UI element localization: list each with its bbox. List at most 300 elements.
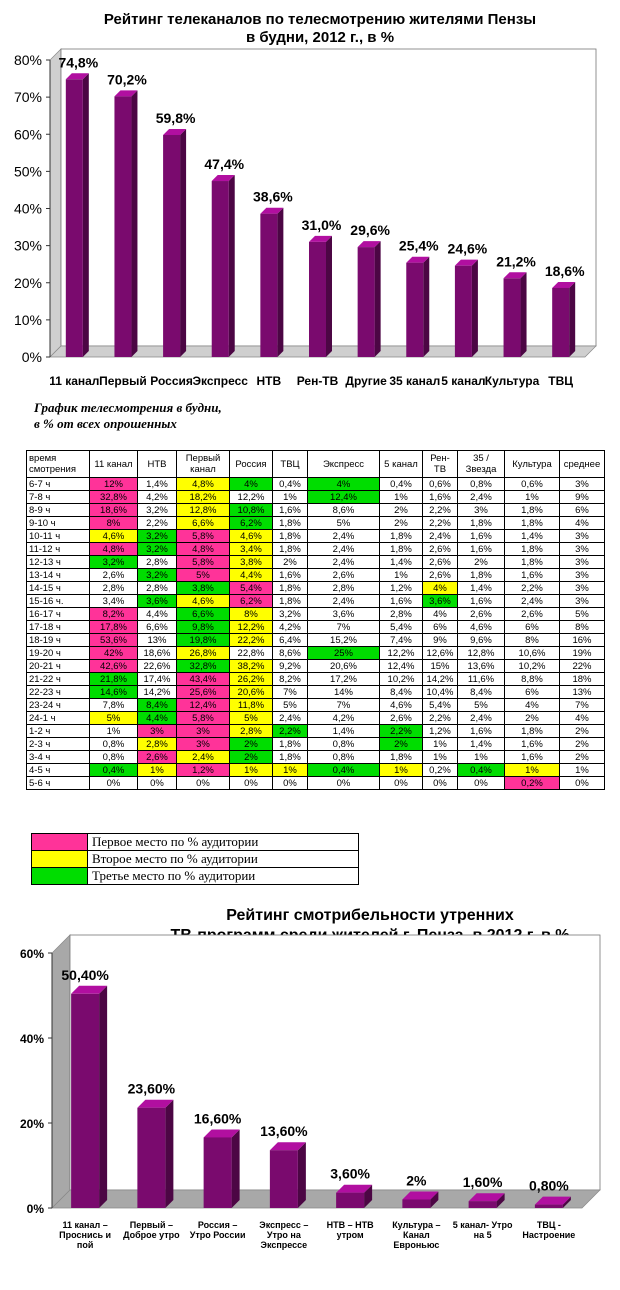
table-cell: 1,8% [273,738,308,751]
table-cell: 22% [560,660,605,673]
table-row [27,478,605,491]
bar-front [212,181,229,357]
table-cell: 0,4% [380,478,423,491]
table-cell: 0,2% [505,777,560,790]
table-cell: 1,8% [458,569,505,582]
x-tick-label [441,374,485,388]
table-cell: 2,4% [458,712,505,725]
bar [552,282,575,357]
table-row [27,569,605,582]
bar-front [71,994,99,1208]
data-label: 31,0% [301,216,342,233]
x-tick-label [485,374,540,388]
bar [270,1142,306,1208]
table-cell: 13,6% [458,660,505,673]
floor [52,1190,600,1208]
x-tick-label-line: Евроньюс [393,1240,440,1250]
table-cell: 1,8% [505,556,560,569]
table-cell: 3,4% [90,595,138,608]
table-cell: 5% [90,712,138,725]
table-cell: 2% [560,751,605,764]
x-tick-label [522,1220,575,1240]
y-tick-label: 20% [19,1117,44,1131]
time-cell: 14-15 ч [27,582,90,595]
x-tick-label [392,1220,440,1250]
table-cell: 5,4% [380,621,423,634]
table-cell: 4,6% [177,595,230,608]
table-cell: 0% [138,777,177,790]
table-cell: 2,6% [423,569,458,582]
table-cell: 6% [505,621,560,634]
table-cell: 12,8% [458,647,505,660]
table-cell: 2,8% [138,556,177,569]
data-label: 2% [406,1172,427,1189]
table-cell: 9,8% [177,621,230,634]
bar-side [326,236,332,357]
x-tick-label-line: Россия – [197,1220,238,1230]
table-cell: 15% [423,660,458,673]
table-row [27,764,605,777]
table-cell: 0% [230,777,273,790]
x-tick-label-line: 5 канал- Утро [452,1220,513,1230]
x-tick-label-line: НТВ – НТВ [326,1220,374,1230]
chart-channel-rating [0,0,620,395]
table-cell: 8,8% [505,673,560,686]
y-tick-label: 0% [21,349,42,365]
data-label: 59,8% [155,109,196,126]
table-cell: 14,2% [423,673,458,686]
table-cell: 2% [380,504,423,517]
table-cell: 2,4% [273,712,308,725]
table-cell: 6% [505,686,560,699]
table-cell: 18,2% [177,491,230,504]
table-cell: 2% [560,738,605,751]
x-tick-label [59,1220,111,1250]
table-cell: 10,4% [423,686,458,699]
table-cell: 14% [308,686,380,699]
time-cell: 8-9 ч [27,504,90,517]
table-cell: 0% [423,777,458,790]
table-cell: 2% [230,751,273,764]
column-header: ТВЦ [273,451,308,478]
table-cell: 9,2% [273,660,308,673]
table-cell: 2,6% [505,608,560,621]
table-cell: 1,2% [423,725,458,738]
data-label: 24,6% [447,240,488,257]
table-row [27,777,605,790]
table-cell: 1% [138,764,177,777]
table-cell: 5% [308,517,380,530]
column-header: Россия [230,451,273,478]
table-cell: 1% [423,738,458,751]
table-cell: 20,6% [308,660,380,673]
table-cell: 6,6% [177,608,230,621]
bar-front [406,263,423,357]
table-cell: 4,6% [230,530,273,543]
bar-side [83,73,89,357]
x-tick-label-line: 11 канал [49,374,100,388]
x-tick-label-line: ТВЦ [548,374,574,388]
bar-front [114,96,131,357]
x-tick-label-line: Первый – [129,1220,173,1230]
table-cell: 2,8% [90,582,138,595]
table-row [27,530,605,543]
chart-title: Рейтинг смотрибельности утренних [226,907,514,924]
x-tick-label-line: Утро России [189,1230,246,1240]
legend-row [32,868,359,885]
bar-side [277,208,283,357]
bar [212,175,235,357]
table-cell: 4% [230,478,273,491]
table-row [27,556,605,569]
time-cell: 22-23 ч [27,686,90,699]
table-cell: 2,6% [380,712,423,725]
table-cell: 2% [458,556,505,569]
table-cell: 22,2% [230,634,273,647]
table-cell: 20,6% [230,686,273,699]
table-cell: 2% [380,517,423,530]
x-tick-label [123,1220,180,1240]
table-cell: 0% [380,777,423,790]
table-row [27,738,605,751]
column-header: 5 канал [380,451,423,478]
table-row [27,751,605,764]
table-cell: 4,4% [138,712,177,725]
time-cell: 10-11 ч [27,530,90,543]
table-cell: 5,8% [177,712,230,725]
bar-front [260,214,277,357]
table-cell: 4,8% [177,543,230,556]
table-row [27,595,605,608]
table-cell: 1% [273,491,308,504]
table-cell: 3,6% [423,595,458,608]
column-header: Культура [505,451,560,478]
table-cell: 2,2% [423,504,458,517]
table-cell: 3% [560,569,605,582]
x-tick-label-line: 5 канал [441,374,486,388]
table-cell: 2% [560,725,605,738]
table-cell: 12,4% [177,699,230,712]
table-cell: 8% [505,634,560,647]
table-cell: 8,4% [138,699,177,712]
y-tick-label: 30% [13,237,42,254]
legend-label: Третье место по % аудитории [88,868,359,885]
table-row [27,725,605,738]
table-cell: 0% [308,777,380,790]
table-cell: 3,2% [138,530,177,543]
table-cell: 1,8% [505,517,560,530]
table-cell: 2,8% [230,725,273,738]
x-tick-label-line: Культура – [392,1220,441,1230]
column-header: среднее [560,451,605,478]
bar-front [552,288,569,357]
table-cell: 1,6% [458,595,505,608]
data-label: 74,8% [58,54,99,71]
data-label: 25,4% [398,237,439,254]
table-cell: 5% [560,608,605,621]
table-cell: 1,8% [273,530,308,543]
bar [66,73,89,357]
table-cell: 1,8% [273,595,308,608]
table-cell: 2% [273,556,308,569]
table-cell: 11,6% [458,673,505,686]
table-cell: 12,2% [380,647,423,660]
table-cell: 6% [560,504,605,517]
bar-front [66,79,83,357]
table-cell: 7% [308,621,380,634]
table-cell: 2,8% [138,738,177,751]
table-cell: 1% [423,751,458,764]
table-row [27,517,605,530]
table-cell: 1% [458,751,505,764]
bar-side [521,272,527,357]
table-cell: 22,8% [230,647,273,660]
data-label: 21,2% [496,253,536,270]
legend-swatch [32,868,88,885]
column-header: Первый канал [177,451,230,478]
time-cell: 11-12 ч [27,543,90,556]
bar-side [375,241,381,357]
y-tick-label: 80% [13,52,42,68]
table-cell: 0,8% [308,738,380,751]
table-cell: 9,6% [458,634,505,647]
table-cell: 1,6% [273,569,308,582]
table-cell: 5% [230,712,273,725]
table-cell: 2,6% [458,608,505,621]
data-label: 38,6% [253,188,293,205]
table-cell: 6,2% [230,595,273,608]
table-cell: 10,6% [505,647,560,660]
table-cell: 3,2% [138,504,177,517]
table-cell: 17,2% [308,673,380,686]
bar [163,129,186,357]
table-cell: 21,8% [90,673,138,686]
x-tick-label [49,374,99,388]
table-cell: 1,8% [380,751,423,764]
table-cell: 8,4% [380,686,423,699]
table-cell: 32,8% [90,491,138,504]
table-cell: 4,8% [90,543,138,556]
bar [137,1100,173,1208]
time-cell: 9-10 ч [27,517,90,530]
column-header: НТВ [138,451,177,478]
x-tick-label-line: НТВ [256,374,282,388]
table-cell: 5,4% [230,582,273,595]
table-cell: 17,8% [90,621,138,634]
bar [336,1185,372,1208]
time-cell: 1-2 ч [27,725,90,738]
table-cell: 0,8% [308,751,380,764]
table-cell: 1,6% [458,725,505,738]
x-tick-label-line: ТВЦ - [536,1220,561,1230]
table-cell: 2% [505,712,560,725]
x-tick-label-line: Рен-ТВ [296,374,339,388]
table-cell: 3,2% [138,543,177,556]
table-row [27,712,605,725]
bar [114,90,137,357]
x-tick-label-line: утром [336,1230,364,1240]
time-cell: 15-16 ч. [27,595,90,608]
time-cell: 2-3 ч [27,738,90,751]
x-tick-label [453,1220,513,1240]
table-cell: 2,2% [423,712,458,725]
table-cell: 7% [308,699,380,712]
bar-side [569,282,575,357]
x-tick-label [192,374,248,388]
table-title [34,400,222,432]
table-cell: 42,6% [90,660,138,673]
table-cell: 2,6% [90,569,138,582]
table-cell: 2,4% [505,595,560,608]
y-tick-label: 20% [13,274,42,291]
table-cell: 8% [560,621,605,634]
table-cell: 2,4% [308,530,380,543]
table-cell: 16% [560,634,605,647]
table-row [27,686,605,699]
time-cell: 7-8 ч [27,491,90,504]
table-cell: 5% [458,699,505,712]
table-cell: 1,8% [505,725,560,738]
table-cell: 9% [423,634,458,647]
table-cell: 2% [380,738,423,751]
table-cell: 9% [560,491,605,504]
table-cell: 17,4% [138,673,177,686]
column-header: Экспресс [308,451,380,478]
bar-front [469,1201,497,1208]
table-cell: 12,2% [230,491,273,504]
table-title-line1: График телесмотрения в будни, [34,400,222,415]
x-tick-label [297,374,339,388]
table-cell: 1% [90,725,138,738]
table-cell: 2,4% [308,556,380,569]
table-cell: 1,8% [505,504,560,517]
bar-front [137,1108,165,1208]
table-cell: 8,6% [308,504,380,517]
table-cell: 18% [560,673,605,686]
table-legend [31,833,359,885]
table-cell: 2,4% [423,530,458,543]
table-cell: 1% [505,764,560,777]
table-cell: 5,4% [423,699,458,712]
table-cell: 7% [560,699,605,712]
data-label: 1,60% [462,1174,503,1191]
table-cell: 3,8% [230,556,273,569]
bar [204,1129,240,1208]
table-cell: 1,8% [273,751,308,764]
table-cell: 3,6% [138,595,177,608]
table-cell: 0% [560,777,605,790]
table-cell: 8% [90,517,138,530]
x-tick-label-line: Россия [150,374,193,388]
table-cell: 1% [505,491,560,504]
table-cell: 11,8% [230,699,273,712]
table-cell: 1,6% [380,595,423,608]
x-tick-label-line: Культура [484,374,540,388]
time-cell: 20-21 ч [27,660,90,673]
bar-side [165,1100,173,1208]
data-label: 18,6% [544,262,585,279]
bar [406,257,429,357]
data-label: 23,60% [127,1080,176,1097]
legend-swatch [32,851,88,868]
data-label: 0,80% [529,1177,569,1194]
y-tick-label: 50% [13,163,42,180]
table-cell: 0% [177,777,230,790]
table-header-row [27,451,605,478]
table-cell: 19,8% [177,634,230,647]
table-cell: 1,6% [458,543,505,556]
table-cell: 12,4% [308,491,380,504]
table-cell: 2,2% [273,725,308,738]
table-cell: 8,6% [273,647,308,660]
table-cell: 14,2% [138,686,177,699]
table-cell: 3% [177,725,230,738]
x-tick-label [548,374,573,388]
bar [260,208,283,357]
time-cell: 19-20 ч [27,647,90,660]
table-cell: 19% [560,647,605,660]
table-cell: 0,8% [458,478,505,491]
table-cell: 8,4% [458,686,505,699]
table-cell: 5,8% [177,530,230,543]
table-cell: 4% [560,712,605,725]
table-cell: 4,4% [230,569,273,582]
table-cell: 42% [90,647,138,660]
side-wall [50,49,61,357]
data-label: 3,60% [330,1165,370,1182]
table-cell: 1,8% [380,530,423,543]
x-tick-label [190,1220,246,1240]
table-cell: 8,2% [90,608,138,621]
table-cell: 4,2% [273,621,308,634]
x-tick-label-line: 35 канал [389,374,441,388]
x-tick-label-line: Другие [345,374,387,388]
table-cell: 5,8% [177,556,230,569]
y-tick-label: 40% [19,1032,44,1046]
table-cell: 0,4% [90,764,138,777]
table-cell: 1,6% [273,504,308,517]
table-cell: 4,6% [458,621,505,634]
table-cell: 3% [560,595,605,608]
table-cell: 1,8% [380,543,423,556]
data-label: 50,40% [61,966,109,983]
table-cell: 7,4% [380,634,423,647]
table-cell: 1,2% [177,764,230,777]
legend-row [32,834,359,851]
time-cell: 16-17 ч [27,608,90,621]
time-cell: 4-5 ч [27,764,90,777]
table-cell: 3,8% [177,582,230,595]
table-cell: 2,8% [138,582,177,595]
time-cell: 13-14 ч [27,569,90,582]
table-cell: 0% [458,777,505,790]
table-cell: 3% [560,530,605,543]
table-cell: 1,4% [505,530,560,543]
bar-front [270,1150,298,1208]
table-cell: 10,2% [505,660,560,673]
table-cell: 1,8% [273,582,308,595]
table-cell: 2% [230,738,273,751]
table-cell: 3% [138,725,177,738]
table-row [27,608,605,621]
table-cell: 15,2% [308,634,380,647]
table-cell: 14,6% [90,686,138,699]
bar-side [99,986,107,1208]
x-tick-label-line: Экспрессе [260,1240,308,1250]
bar-front [402,1200,430,1209]
table-cell: 1,8% [458,517,505,530]
table-cell: 1,8% [273,517,308,530]
